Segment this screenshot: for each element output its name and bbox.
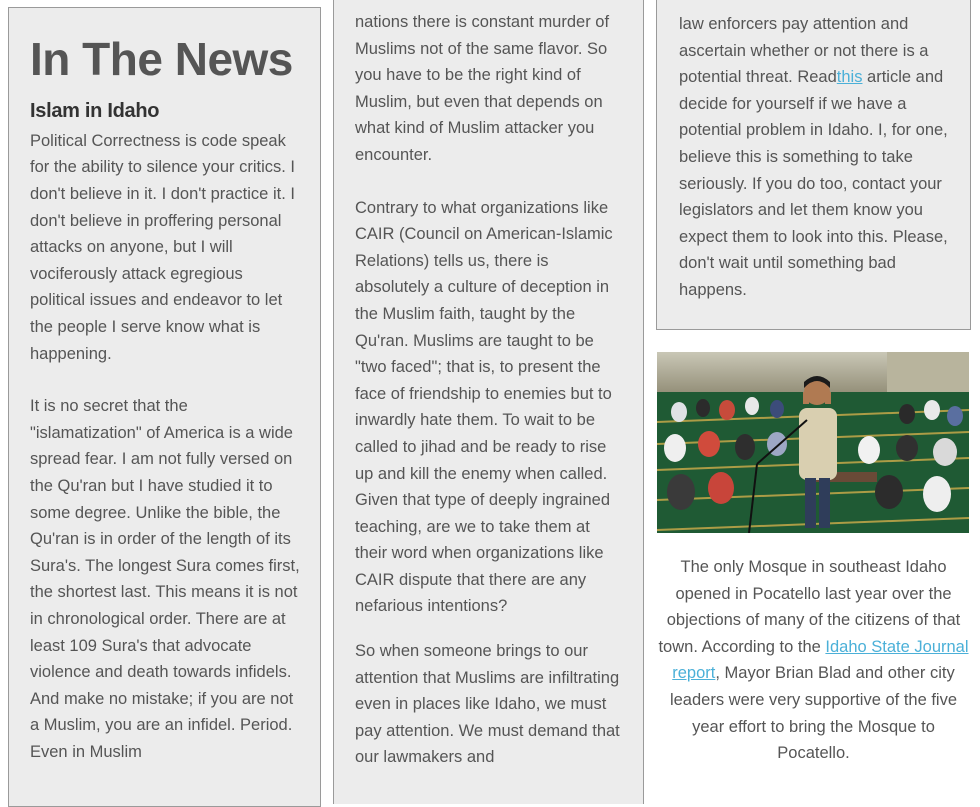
paragraph-law-enforcers [679, 11, 950, 304]
mosque-prayer-photo-icon [657, 352, 969, 533]
photo-caption [656, 554, 971, 767]
law-enforcers-text: law enforcers pay attention and ascertain whether or not there is a potential threat. Read [679, 15, 929, 87]
law-enforcers-text-rest: article and decide for yourself if we have a potential problem in Idaho. I, for one, believe this is something to take seriously. If you do too, contact your legislators and let them know you expect them to look into this. Please, don't wait until something bad happens. [679, 68, 948, 299]
paragraph-cair-deception: Contrary to what organizations like CAIR (Council on American-Islamic Relations) tells us, there is absolutely a culture of deception in the Muslim faith, taught by the Qu'ran. Muslims are taught to be "two faced"; that is, to present the face of friendship to enemies but to inwardly hate them. To wait to be called to jihad and be ready to rise up and kill the enemy when called. Given that type of deeply ingrained teaching, are we to take them at their word when organizations like CAIR dispute that there are any nefarious intentions? [355, 198, 613, 616]
mosque-prayer-photo [657, 352, 969, 533]
paragraph-political-correctness: Political Correctness is code speak for the ability to silence your critics. I don't believe in it. I don't practice it. I don't believe in proffering personal attacks on anyone, but I will vociferously attack egregious political issues and endeavor to let the people I serve know what is happening. [30, 131, 296, 363]
idaho-state-journal-link[interactable]: Idaho State Journal report [672, 637, 969, 683]
paragraph-muslim-flavor: nations there is constant murder of Muslims not of the same flavor. So you have to be the right kind of Muslim, but even that depends on what kind of Muslim attacker you encounter. [355, 13, 610, 164]
caption-text-rest: , Mayor Brian Blad and other city leaders were very supportive of the five year effort to bring the Mosque to Pocatello. [669, 664, 958, 763]
page-title: In The News [30, 33, 293, 85]
paragraph-pay-attention: So when someone brings to our attention that Muslims are infiltrating even in places like Idaho, we must pay attention. We must demand that our lawmakers and [355, 642, 620, 767]
this-article-link[interactable]: this [836, 68, 863, 87]
article-column-2 [333, 0, 644, 804]
caption-text: The only Mosque in southeast Idaho opened in Pocatello last year over the objections of many of the citizens of that town. According to the [658, 558, 961, 656]
article-subhead: Islam in Idaho [30, 99, 160, 122]
paragraph-islamatization: It is no secret that the "islamatization" of America is a wide spread fear. I am not fully versed on the Qu'ran but I have studied it to some degree. Unlike the bible, the Qu'ran is in order of the length of its Sura's. The longest Sura comes first, the shortest last. This means it is not in chronological order. There are at least 109 Sura's that advocate violence and death towards infidels. And make no mistake; if you are not a Muslim, you are an infidel. Period. Even in Muslim [30, 397, 300, 761]
article-column-3 [656, 0, 971, 330]
article-column-1 [8, 7, 321, 807]
